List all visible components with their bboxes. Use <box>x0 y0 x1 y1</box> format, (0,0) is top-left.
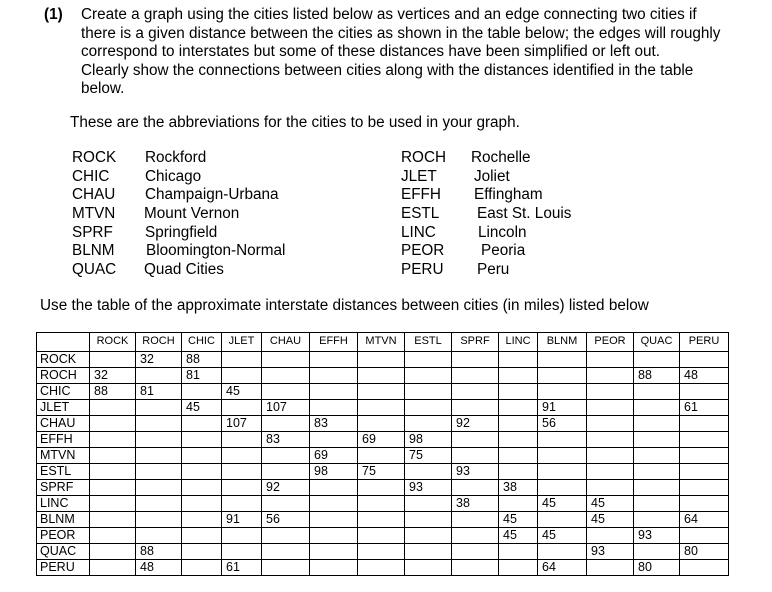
abbreviation-row <box>401 242 741 261</box>
column-header: PERU <box>680 333 729 352</box>
distance-cell <box>90 416 136 432</box>
distance-cell <box>358 352 405 368</box>
distance-cell <box>499 416 538 432</box>
question-number: (1) <box>44 6 63 23</box>
distance-cell <box>90 448 136 464</box>
abbreviation-row <box>72 168 392 187</box>
row-header: LINC <box>37 496 90 512</box>
distance-cell: 83 <box>310 416 358 432</box>
distance-cell: 45 <box>499 528 538 544</box>
distance-cell <box>136 528 182 544</box>
distance-cell <box>222 368 262 384</box>
table-header-row <box>37 333 729 352</box>
distance-cell <box>90 544 136 560</box>
distance-cell <box>499 496 538 512</box>
abbreviation-code: EFFH <box>401 186 441 204</box>
column-header: CHAU <box>262 333 310 352</box>
column-header: ROCH <box>136 333 182 352</box>
distance-cell <box>634 512 680 528</box>
distance-cell <box>634 544 680 560</box>
city-name: Springfield <box>145 223 218 241</box>
distance-cell <box>405 512 452 528</box>
city-name: Mount Vernon <box>144 205 240 223</box>
distance-cell <box>222 400 262 416</box>
distance-cell: 38 <box>452 496 499 512</box>
row-header: EFFH <box>37 432 90 448</box>
city-name: East St. Louis <box>477 205 572 223</box>
distance-cell <box>310 432 358 448</box>
distance-cell <box>310 528 358 544</box>
abbreviation-code: JLET <box>401 167 437 185</box>
abbreviation-row <box>401 186 741 205</box>
distance-cell <box>358 368 405 384</box>
distance-cell <box>358 448 405 464</box>
distance-cell <box>452 544 499 560</box>
city-name: Peoria <box>481 242 526 260</box>
distance-cell: 91 <box>222 512 262 528</box>
abbreviation-row <box>72 149 392 168</box>
city-name: Lincoln <box>478 223 527 241</box>
distance-cell <box>499 432 538 448</box>
distance-cell <box>680 432 729 448</box>
row-header: CHIC <box>37 384 90 400</box>
distance-cell <box>452 560 499 576</box>
row-header: JLET <box>37 400 90 416</box>
distance-cell <box>262 384 310 400</box>
distance-cell: 45 <box>538 496 587 512</box>
distance-cell <box>182 464 222 480</box>
distance-cell: 45 <box>499 512 538 528</box>
distance-cell <box>222 464 262 480</box>
distance-cell <box>136 400 182 416</box>
column-header: CHIC <box>182 333 222 352</box>
abbreviation-code: PERU <box>401 261 444 279</box>
distance-cell <box>90 400 136 416</box>
row-header: ROCH <box>37 368 90 384</box>
distance-cell <box>634 416 680 432</box>
distance-cell: 107 <box>222 416 262 432</box>
column-header: JLET <box>222 333 262 352</box>
distance-cell: 83 <box>262 432 310 448</box>
table-row <box>37 496 729 512</box>
distance-cell <box>262 528 310 544</box>
abbreviation-row <box>72 205 392 224</box>
distance-cell <box>90 560 136 576</box>
distance-cell <box>310 352 358 368</box>
distance-cell <box>538 352 587 368</box>
abbreviation-code: MTVN <box>72 205 116 223</box>
distance-cell <box>358 480 405 496</box>
table-row <box>37 352 729 368</box>
distance-cell <box>358 528 405 544</box>
distance-cell <box>634 464 680 480</box>
distance-cell: 45 <box>182 400 222 416</box>
abbreviation-code: CHAU <box>72 186 116 204</box>
distance-cell <box>680 496 729 512</box>
column-header: MTVN <box>358 333 405 352</box>
abbreviation-row <box>72 242 392 261</box>
distance-cell <box>405 400 452 416</box>
abbreviation-row <box>401 149 741 168</box>
table-row <box>37 560 729 576</box>
abbreviation-code: ROCK <box>72 149 117 166</box>
distance-cell: 45 <box>538 528 587 544</box>
column-header: PEOR <box>587 333 634 352</box>
distance-cell: 81 <box>136 384 182 400</box>
distance-cell <box>538 448 587 464</box>
distance-cell <box>587 384 634 400</box>
distance-cell <box>136 368 182 384</box>
distance-cell <box>262 448 310 464</box>
distance-cell <box>222 544 262 560</box>
table-row <box>37 464 729 480</box>
distance-cell <box>310 496 358 512</box>
table-corner-cell <box>37 333 90 352</box>
distance-cell <box>222 528 262 544</box>
distance-cell <box>90 512 136 528</box>
distance-cell: 45 <box>587 496 634 512</box>
question-line: Create a graph using the cities listed below as vertices and an edge connecting two cities if <box>81 6 697 23</box>
distance-cell: 75 <box>358 464 405 480</box>
distance-cell <box>262 544 310 560</box>
abbreviation-row <box>401 168 741 187</box>
distance-cell: 93 <box>634 528 680 544</box>
table-row <box>37 512 729 528</box>
distance-cell <box>358 512 405 528</box>
distance-cell <box>182 432 222 448</box>
distance-cell <box>136 512 182 528</box>
distance-cell: 93 <box>452 464 499 480</box>
distance-cell <box>222 352 262 368</box>
distance-cell <box>452 432 499 448</box>
question-line: there is a given distance between the cities as shown in the table below; the edges will roughly <box>81 24 721 42</box>
table-row <box>37 432 729 448</box>
distance-cell: 32 <box>136 352 182 368</box>
distance-cell: 88 <box>136 544 182 560</box>
distance-cell <box>538 464 587 480</box>
distance-cell <box>499 464 538 480</box>
distance-cell <box>310 368 358 384</box>
distance-cell <box>587 528 634 544</box>
distance-cell <box>634 384 680 400</box>
abbreviations-intro: These are the abbreviations for the cities to be used in your graph. <box>70 114 520 131</box>
distance-cell <box>452 480 499 496</box>
distance-cell <box>499 544 538 560</box>
distance-cell <box>358 416 405 432</box>
distance-cell <box>405 464 452 480</box>
distance-cell: 69 <box>310 448 358 464</box>
distance-cell: 98 <box>310 464 358 480</box>
column-header: ESTL <box>405 333 452 352</box>
distance-cell <box>136 416 182 432</box>
distance-cell: 38 <box>499 480 538 496</box>
distance-cell <box>262 416 310 432</box>
distance-cell <box>587 448 634 464</box>
column-header: SPRF <box>452 333 499 352</box>
abbreviation-code: PEOR <box>401 242 445 260</box>
row-header: BLNM <box>37 512 90 528</box>
distance-cell: 88 <box>90 384 136 400</box>
distance-cell: 80 <box>680 544 729 560</box>
distance-cell: 92 <box>452 416 499 432</box>
distance-cell <box>499 560 538 576</box>
distance-cell <box>680 384 729 400</box>
distance-cell <box>499 384 538 400</box>
distance-cell: 80 <box>634 560 680 576</box>
distance-cell <box>310 384 358 400</box>
distance-cell <box>452 528 499 544</box>
distance-cell <box>310 480 358 496</box>
distance-table <box>36 332 729 576</box>
distance-cell <box>182 544 222 560</box>
distance-cell <box>587 416 634 432</box>
distance-cell <box>587 432 634 448</box>
row-header: PEOR <box>37 528 90 544</box>
distance-cell <box>358 560 405 576</box>
distance-cell <box>452 400 499 416</box>
distance-cell <box>182 416 222 432</box>
distance-cell <box>587 368 634 384</box>
distance-cell <box>587 560 634 576</box>
distance-cell <box>452 352 499 368</box>
column-header: QUAC <box>634 333 680 352</box>
table-row <box>37 480 729 496</box>
distance-cell <box>680 448 729 464</box>
distance-cell <box>538 544 587 560</box>
row-header: PERU <box>37 560 90 576</box>
distance-cell <box>634 496 680 512</box>
distance-cell <box>680 464 729 480</box>
distance-cell <box>90 464 136 480</box>
distance-cell <box>310 544 358 560</box>
distance-cell <box>405 416 452 432</box>
city-name: Quad Cities <box>144 261 224 279</box>
distance-cell: 75 <box>405 448 452 464</box>
distance-cell <box>136 432 182 448</box>
distance-cell: 69 <box>358 432 405 448</box>
distance-cell <box>634 400 680 416</box>
city-name: Effingham <box>474 186 543 204</box>
distance-cell <box>452 448 499 464</box>
distance-cell <box>538 480 587 496</box>
distance-cell <box>634 352 680 368</box>
row-header: SPRF <box>37 480 90 496</box>
column-header: ROCK <box>90 333 136 352</box>
distance-cell: 48 <box>680 368 729 384</box>
distance-cell <box>538 512 587 528</box>
distance-cell: 107 <box>262 400 310 416</box>
distance-cell <box>262 560 310 576</box>
distance-cell <box>358 544 405 560</box>
table-row <box>37 416 729 432</box>
distance-cell <box>634 448 680 464</box>
distance-cell <box>634 480 680 496</box>
distance-cell <box>222 480 262 496</box>
city-name: Joliet <box>474 167 510 185</box>
city-name: Chicago <box>145 167 202 185</box>
distance-cell <box>136 496 182 512</box>
distance-cell <box>310 400 358 416</box>
city-name: Peru <box>477 261 510 279</box>
distance-cell <box>310 512 358 528</box>
distance-cell: 61 <box>680 400 729 416</box>
distance-cell <box>405 528 452 544</box>
distance-cell <box>90 528 136 544</box>
distance-cell: 93 <box>405 480 452 496</box>
question-line: Clearly show the connections between cities along with the distances identified in the table <box>81 61 694 79</box>
distance-cell <box>405 544 452 560</box>
distance-cell <box>587 352 634 368</box>
distance-cell <box>136 464 182 480</box>
table-row <box>37 368 729 384</box>
distance-cell <box>499 400 538 416</box>
abbreviation-row <box>401 261 741 280</box>
distance-cell <box>358 400 405 416</box>
city-name: Rochelle <box>471 149 531 166</box>
distance-cell <box>182 448 222 464</box>
distance-cell: 48 <box>136 560 182 576</box>
distance-cell <box>680 416 729 432</box>
table-row <box>37 448 729 464</box>
distance-cell <box>136 448 182 464</box>
distance-cell <box>262 464 310 480</box>
distance-cell: 88 <box>182 352 222 368</box>
distance-cell <box>222 448 262 464</box>
row-header: MTVN <box>37 448 90 464</box>
abbreviation-code: SPRF <box>72 223 113 241</box>
question-line: correspond to interstates but some of these distances have been simplified or left out. <box>81 43 661 60</box>
distance-cell: 64 <box>680 512 729 528</box>
distance-cell: 98 <box>405 432 452 448</box>
distance-cell <box>222 432 262 448</box>
distance-cell <box>90 432 136 448</box>
city-name: Champaign-Urbana <box>145 186 279 204</box>
distance-cell <box>499 448 538 464</box>
distance-cell <box>452 512 499 528</box>
distance-cell <box>310 560 358 576</box>
distance-cell <box>405 368 452 384</box>
distance-cell <box>452 368 499 384</box>
distance-cell <box>499 352 538 368</box>
column-header: EFFH <box>310 333 358 352</box>
distance-cell <box>405 384 452 400</box>
table-row <box>37 384 729 400</box>
distance-cell: 61 <box>222 560 262 576</box>
abbreviation-code: LINC <box>401 223 436 241</box>
distance-cell <box>634 432 680 448</box>
abbreviation-row <box>401 205 741 224</box>
distance-cell <box>262 368 310 384</box>
row-header: CHAU <box>37 416 90 432</box>
distance-cell <box>405 496 452 512</box>
distance-cell <box>262 496 310 512</box>
column-header: BLNM <box>538 333 587 352</box>
distance-cell: 91 <box>538 400 587 416</box>
distance-cell: 56 <box>538 416 587 432</box>
abbreviation-code: BLNM <box>72 242 115 260</box>
distance-cell <box>358 384 405 400</box>
distance-cell <box>499 368 538 384</box>
distance-cell <box>262 352 310 368</box>
distance-cell <box>405 352 452 368</box>
distance-cell: 93 <box>587 544 634 560</box>
abbreviation-row <box>72 186 392 205</box>
distance-cell <box>587 480 634 496</box>
city-name: Rockford <box>145 149 207 166</box>
distance-cell: 45 <box>587 512 634 528</box>
distance-cell <box>90 352 136 368</box>
table-row <box>37 544 729 560</box>
city-name: Bloomington-Normal <box>146 242 286 260</box>
distance-cell <box>182 560 222 576</box>
row-header: ESTL <box>37 464 90 480</box>
distance-cell <box>587 464 634 480</box>
distance-cell <box>90 496 136 512</box>
abbreviation-row <box>401 224 741 243</box>
abbreviations-right <box>401 149 741 280</box>
row-header: QUAC <box>37 544 90 560</box>
distance-cell: 88 <box>634 368 680 384</box>
table-row <box>37 400 729 416</box>
distance-cell: 64 <box>538 560 587 576</box>
question-line: below. <box>81 80 125 97</box>
abbreviation-row <box>72 261 392 280</box>
distance-cell <box>136 480 182 496</box>
column-header: LINC <box>499 333 538 352</box>
distance-cell <box>358 496 405 512</box>
distance-cell <box>182 384 222 400</box>
distance-cell <box>182 496 222 512</box>
table-caption: Use the table of the approximate interstate distances between cities (in miles) listed below <box>40 297 649 314</box>
distance-cell <box>222 496 262 512</box>
abbreviation-code: QUAC <box>72 261 117 279</box>
distance-cell: 92 <box>262 480 310 496</box>
distance-cell <box>538 384 587 400</box>
distance-cell <box>680 480 729 496</box>
abbreviation-row <box>72 224 392 243</box>
abbreviation-code: ESTL <box>401 205 440 223</box>
distance-cell <box>90 480 136 496</box>
distance-cell <box>680 560 729 576</box>
distance-cell <box>182 528 222 544</box>
distance-cell <box>587 400 634 416</box>
abbreviations-left <box>72 149 392 280</box>
distance-cell: 32 <box>90 368 136 384</box>
distance-cell: 56 <box>262 512 310 528</box>
distance-cell <box>452 384 499 400</box>
abbreviation-code: CHIC <box>72 167 110 185</box>
distance-cell <box>182 512 222 528</box>
abbreviation-code: ROCH <box>401 149 447 166</box>
distance-cell <box>538 432 587 448</box>
distance-cell <box>680 352 729 368</box>
distance-cell: 81 <box>182 368 222 384</box>
distance-cell <box>538 368 587 384</box>
row-header: ROCK <box>37 352 90 368</box>
distance-cell <box>182 480 222 496</box>
distance-cell: 45 <box>222 384 262 400</box>
distance-cell <box>405 560 452 576</box>
table-row <box>37 528 729 544</box>
distance-cell <box>680 528 729 544</box>
question-text <box>81 6 771 99</box>
